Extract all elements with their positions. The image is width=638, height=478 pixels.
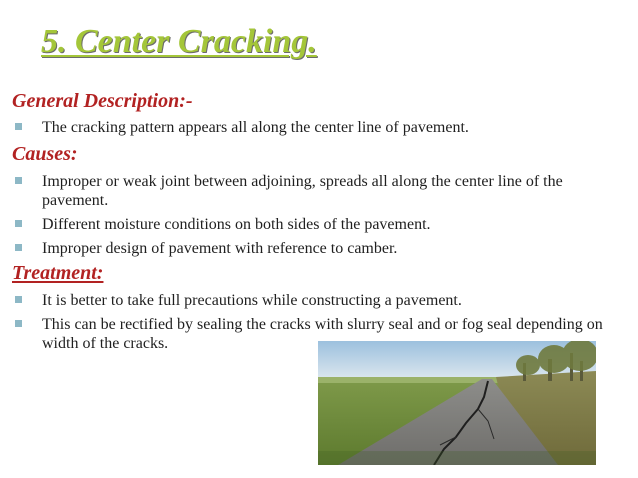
bullet-square-icon — [15, 244, 22, 251]
list-item: The cracking pattern appears all along the center line of pavement. — [12, 118, 612, 137]
bullet-square-icon — [15, 220, 22, 227]
list-item: Different moisture conditions on both sides of the pavement. — [12, 215, 612, 234]
bullet-square-icon — [15, 320, 22, 327]
bullet-square-icon — [15, 296, 22, 303]
heading-general-description: General Description:- — [12, 90, 193, 112]
heading-causes: Causes: — [12, 143, 78, 165]
causes-list — [12, 172, 612, 263]
cracked-road-photo — [318, 341, 596, 465]
list-item: This can be rectified by sealing the cracks with slurry seal and or fog seal depending on width of the cracks. — [12, 315, 612, 353]
road-photo-illustration — [318, 341, 596, 465]
heading-treatment: Treatment: — [12, 262, 104, 284]
bullet-square-icon — [15, 177, 22, 184]
bullet-square-icon — [15, 123, 22, 130]
list-item: Improper design of pavement with reference to camber. — [12, 239, 612, 258]
general-description-list — [12, 118, 612, 142]
list-item: It is better to take full precautions while constructing a pavement. — [12, 291, 612, 310]
slide-title: 5. Center Cracking. — [41, 23, 317, 60]
list-item: Improper or weak joint between adjoining, spreads all along the center line of the pavement. — [12, 172, 612, 210]
